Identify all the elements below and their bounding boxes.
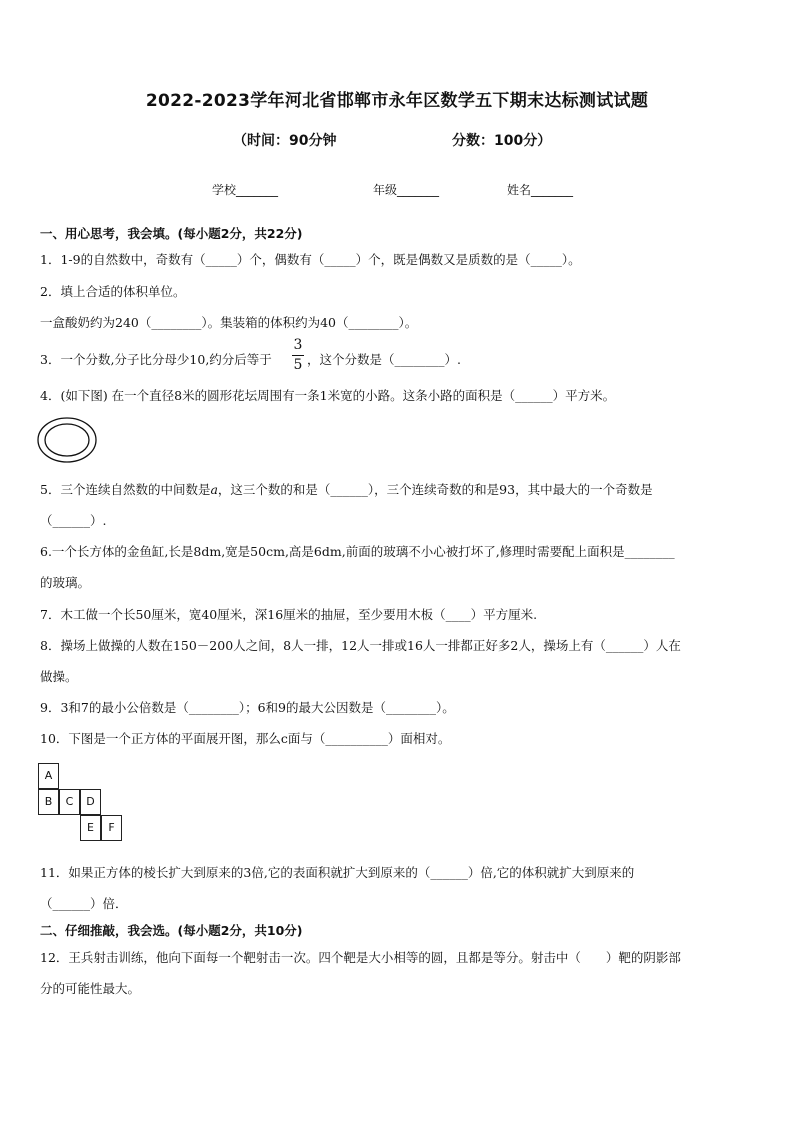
section-2-heading: 二、仔细推敲，我会选。(每小题2分，共10分) [40, 923, 303, 938]
question-3-tail: ，这个分数是（________）. [307, 352, 461, 367]
net-face-a: A [38, 763, 59, 789]
exam-time: （时间：90分钟 [233, 133, 337, 149]
question-6-tail: 的玻璃。 [40, 575, 91, 590]
question-6: 6.一个长方体的金鱼缸,长是8dm,宽是50cm,高是6dm,前面的玻璃不小心被打坏了,修理时需要配上面积是________ [40, 544, 675, 559]
question-2-text: 一盒酸奶约为240（________）。集装箱的体积约为40（________）。 [40, 315, 418, 330]
school-field: 学校_______ [212, 183, 279, 197]
question-3: 3．一个分数,分子比分母少10,约分后等于 [40, 352, 272, 367]
question-11: 11．如果正方体的棱长扩大到原来的3倍,它的表面积就扩大到原来的（______）倍,它的体积就扩大到原来的 [40, 865, 635, 880]
fraction-bar [292, 355, 304, 356]
question-8-tail: 做操。 [40, 669, 78, 684]
exam-score: 分数：100分） [452, 133, 552, 149]
net-face-f: F [101, 815, 122, 841]
question-11-tail: （______）倍． [40, 896, 128, 911]
section-1-heading: 一、用心思考，我会填。(每小题2分，共22分) [40, 226, 303, 241]
grade-field: 年级_______ [373, 183, 440, 197]
question-4: 4．(如下图) 在一个直径8米的圆形花坛周围有一条1米宽的小路。这条小路的面积是（______）平方米。 [40, 388, 616, 403]
question-7: 7．木工做一个长50厘米，宽40厘米，深16厘米的抽屉，至少要用木板（____）平方厘米. [40, 607, 538, 622]
question-1: 1．1-9的自然数中，奇数有（_____）个，偶数有（_____）个，既是偶数又是质数的是（_____）。 [40, 252, 581, 267]
question-12: 12．王兵射击训练，他向下面每一个靶射击一次。四个靶是大小相等的圆，且都是等分。射击中（ ）靶的阴影部 [40, 950, 681, 965]
question-9: 9．3和7的最小公倍数是（________）；6和9的最大公因数是（________）。 [40, 700, 455, 715]
question-12-tail: 分的可能性最大。 [40, 981, 141, 996]
name-field: 姓名_______ [507, 183, 574, 197]
question-5-text: 5．三个连续自然数的中间数是 [40, 482, 211, 497]
page-title: 2022-2023学年河北省邯郸市永年区数学五下期末达标测试试题 [145, 91, 649, 111]
inner-circle [45, 424, 89, 456]
question-2: 2．填上合适的体积单位。 [40, 284, 186, 299]
net-face-d: D [80, 789, 101, 815]
net-face-e: E [80, 815, 101, 841]
question-8: 8．操场上做操的人数在150－200人之间，8人一排，12人一排或16人一排都正好多2人，操场上有（______）人在 [40, 638, 681, 653]
question-10: 10．下图是一个正方体的平面展开图，那么c面与（__________）面相对。 [40, 731, 451, 746]
question-5-text-2: ，这三个数的和是（______），三个连续奇数的和是93，其中最大的一个奇数是 [217, 482, 653, 497]
fraction-numerator: 3 [293, 337, 303, 353]
question-5 [40, 480, 653, 498]
question-5-answer: （______）. [40, 513, 107, 528]
variable-a: a [210, 482, 218, 497]
ring-path-figure [36, 416, 98, 464]
net-face-c: C [59, 789, 80, 815]
net-face-b: B [38, 789, 59, 815]
fraction-denominator: 5 [293, 357, 303, 373]
fraction-three-fifths [292, 337, 304, 374]
